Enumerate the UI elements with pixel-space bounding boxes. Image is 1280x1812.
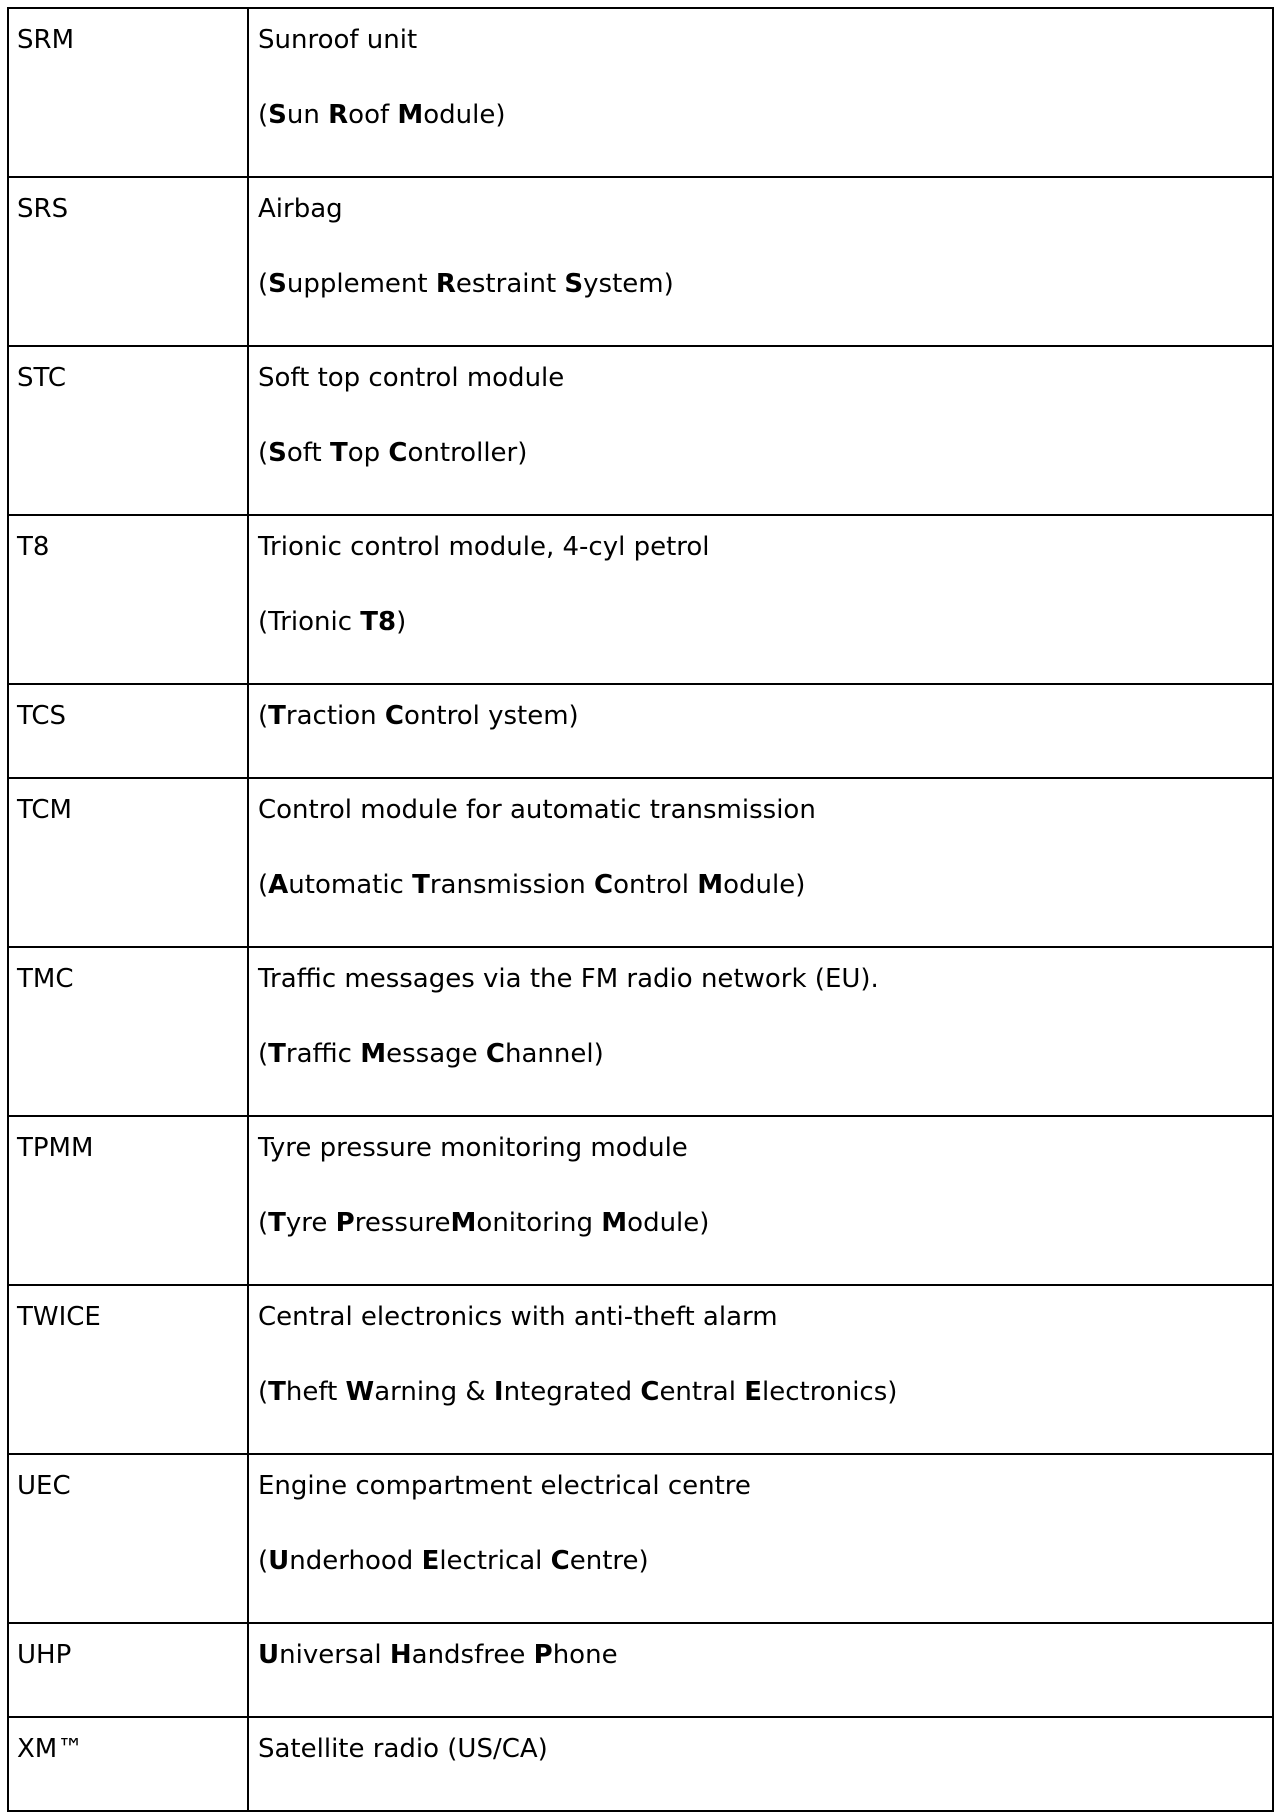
abbreviation-table xyxy=(7,7,1274,1812)
text-segment: ( xyxy=(258,100,269,130)
description-cell xyxy=(248,684,1273,778)
text-segment: ( xyxy=(258,870,269,900)
acronym-letter: T xyxy=(268,1377,286,1407)
acronym-letter: C xyxy=(550,1546,570,1576)
description-line xyxy=(258,194,1264,224)
description-line xyxy=(258,964,1264,994)
text-segment: ontrol xyxy=(613,870,698,900)
text-segment: Trionic control module, 4-cyl petrol xyxy=(258,532,710,562)
text-segment: ( xyxy=(258,438,269,468)
text-segment: hannel) xyxy=(505,1039,604,1069)
abbreviation-cell: UHP xyxy=(8,1623,248,1717)
description-line xyxy=(258,25,1264,55)
acronym-letter: R xyxy=(435,269,456,299)
acronym-letter: M xyxy=(360,1039,387,1069)
text-segment: raction xyxy=(285,701,385,731)
acronym-letter: M xyxy=(450,1208,477,1238)
expansion-line xyxy=(258,438,1264,468)
text-segment: ( xyxy=(258,1377,269,1407)
text-segment: upplement xyxy=(286,269,436,299)
acronym-letter: E xyxy=(744,1377,762,1407)
acronym-letter: T xyxy=(329,438,348,468)
table-row xyxy=(8,346,1273,515)
description-cell xyxy=(248,947,1273,1116)
acronym-letter: T xyxy=(268,701,286,731)
acronym-letter: C xyxy=(384,701,404,731)
table-row xyxy=(8,1623,1273,1717)
description-cell xyxy=(248,1454,1273,1623)
description-cell xyxy=(248,177,1273,346)
text-segment: nderhood xyxy=(289,1546,422,1576)
description-cell xyxy=(248,1717,1273,1811)
acronym-letter: S xyxy=(268,269,287,299)
acronym-letter: W xyxy=(345,1377,375,1407)
text-segment: Satellite radio (US/CA) xyxy=(258,1734,548,1764)
text-segment: ontrol ystem) xyxy=(404,701,579,731)
abbreviation-cell: TWICE xyxy=(8,1285,248,1454)
description-cell xyxy=(248,515,1273,684)
text-segment: yre xyxy=(285,1208,336,1238)
acronym-letter: I xyxy=(493,1377,504,1407)
abbreviation-cell: SRS xyxy=(8,177,248,346)
table-row xyxy=(8,515,1273,684)
text-segment: ressure xyxy=(354,1208,451,1238)
text-segment: (Trionic xyxy=(258,607,361,637)
description-line xyxy=(258,1302,1264,1332)
expansion-line xyxy=(258,100,1264,130)
text-segment: utomatic xyxy=(288,870,413,900)
acronym-letter: U xyxy=(258,1640,280,1670)
text-segment: un xyxy=(286,100,329,130)
acronym-letter: M xyxy=(601,1208,628,1238)
text-segment: entral xyxy=(659,1377,745,1407)
text-segment: ystem) xyxy=(583,269,674,299)
acronym-letter: C xyxy=(594,870,614,900)
description-cell xyxy=(248,1623,1273,1717)
acronym-letter: S xyxy=(268,100,287,130)
expansion-line xyxy=(258,1208,1264,1238)
table-row xyxy=(8,947,1273,1116)
text-segment: Control module for automatic transmission xyxy=(258,795,816,825)
description-line xyxy=(258,1640,1264,1670)
acronym-letter: C xyxy=(640,1377,660,1407)
text-segment: oft xyxy=(286,438,330,468)
table-row xyxy=(8,778,1273,947)
acronym-letter: E xyxy=(421,1546,440,1576)
description-line xyxy=(258,532,1264,562)
text-segment: ontroller) xyxy=(407,438,528,468)
text-segment: hone xyxy=(552,1640,618,1670)
text-segment: onitoring xyxy=(476,1208,602,1238)
table-row xyxy=(8,1116,1273,1285)
description-cell xyxy=(248,346,1273,515)
description-cell xyxy=(248,8,1273,177)
abbreviation-cell: XM™ xyxy=(8,1717,248,1811)
abbreviation-cell: TCM xyxy=(8,778,248,947)
table-row xyxy=(8,1717,1273,1811)
acronym-letter: P xyxy=(533,1640,553,1670)
expansion-line xyxy=(258,1377,1264,1407)
acronym-letter: C xyxy=(388,438,408,468)
text-segment: ( xyxy=(258,1208,269,1238)
text-segment: estraint xyxy=(455,269,565,299)
text-segment: odule) xyxy=(627,1208,710,1238)
abbreviation-cell: TMC xyxy=(8,947,248,1116)
description-cell xyxy=(248,778,1273,947)
text-segment: op xyxy=(347,438,389,468)
text-segment: ( xyxy=(258,269,269,299)
expansion-line xyxy=(258,607,1264,637)
text-segment: ntegrated xyxy=(503,1377,641,1407)
acronym-letter: P xyxy=(335,1208,355,1238)
text-segment: arning & xyxy=(374,1377,494,1407)
text-segment: oof xyxy=(348,100,398,130)
text-segment: Traffic messages via the FM radio network (EU). xyxy=(258,964,879,994)
description-cell xyxy=(248,1285,1273,1454)
table-row xyxy=(8,684,1273,778)
table-row xyxy=(8,177,1273,346)
table-row xyxy=(8,1454,1273,1623)
acronym-letter: R xyxy=(328,100,349,130)
text-segment: ( xyxy=(258,701,269,731)
expansion-line xyxy=(258,269,1264,299)
text-segment: essage xyxy=(386,1039,486,1069)
acronym-letter: C xyxy=(485,1039,505,1069)
text-segment: ransmission xyxy=(429,870,595,900)
text-segment: Sunroof unit xyxy=(258,25,418,55)
text-segment: Engine compartment electrical centre xyxy=(258,1471,751,1501)
text-segment: raffic xyxy=(285,1039,361,1069)
abbreviation-cell: TCS xyxy=(8,684,248,778)
text-segment: Soft top control module xyxy=(258,363,565,393)
text-segment: Tyre pressure monitoring module xyxy=(258,1133,688,1163)
acronym-letter: T8 xyxy=(360,607,397,637)
acronym-letter: A xyxy=(268,870,289,900)
acronym-letter: H xyxy=(389,1640,412,1670)
acronym-letter: T xyxy=(268,1208,286,1238)
expansion-line xyxy=(258,1039,1264,1069)
text-segment: ( xyxy=(258,1039,269,1069)
text-segment: heft xyxy=(285,1377,346,1407)
description-line xyxy=(258,795,1264,825)
abbreviation-cell: UEC xyxy=(8,1454,248,1623)
text-segment: lectrical xyxy=(439,1546,551,1576)
acronym-letter: U xyxy=(268,1546,290,1576)
abbreviation-cell: SRM xyxy=(8,8,248,177)
description-line xyxy=(258,1734,1264,1764)
description-line xyxy=(258,701,1264,731)
text-segment: lectronics) xyxy=(761,1377,898,1407)
text-segment: entre) xyxy=(569,1546,649,1576)
expansion-line xyxy=(258,1546,1264,1576)
table-row xyxy=(8,8,1273,177)
text-segment: ( xyxy=(258,1546,269,1576)
description-line xyxy=(258,1133,1264,1163)
acronym-letter: S xyxy=(564,269,584,299)
acronym-letter: T xyxy=(268,1039,286,1069)
description-line xyxy=(258,363,1264,393)
text-segment: niversal xyxy=(279,1640,390,1670)
abbreviation-cell: TPMM xyxy=(8,1116,248,1285)
table-row xyxy=(8,1285,1273,1454)
acronym-letter: S xyxy=(268,438,287,468)
text-segment: odule) xyxy=(423,100,506,130)
text-segment: Airbag xyxy=(258,194,343,224)
description-line xyxy=(258,1471,1264,1501)
acronym-letter: M xyxy=(397,100,424,130)
description-cell xyxy=(248,1116,1273,1285)
text-segment: Central electronics with anti-theft alarm xyxy=(258,1302,778,1332)
abbreviation-cell: STC xyxy=(8,346,248,515)
abbreviation-table-body xyxy=(8,8,1273,1811)
abbreviation-cell: T8 xyxy=(8,515,248,684)
expansion-line xyxy=(258,870,1264,900)
text-segment: ) xyxy=(396,607,407,637)
acronym-letter: T xyxy=(412,870,430,900)
text-segment: odule) xyxy=(723,870,806,900)
acronym-letter: M xyxy=(697,870,724,900)
text-segment: andsfree xyxy=(411,1640,534,1670)
